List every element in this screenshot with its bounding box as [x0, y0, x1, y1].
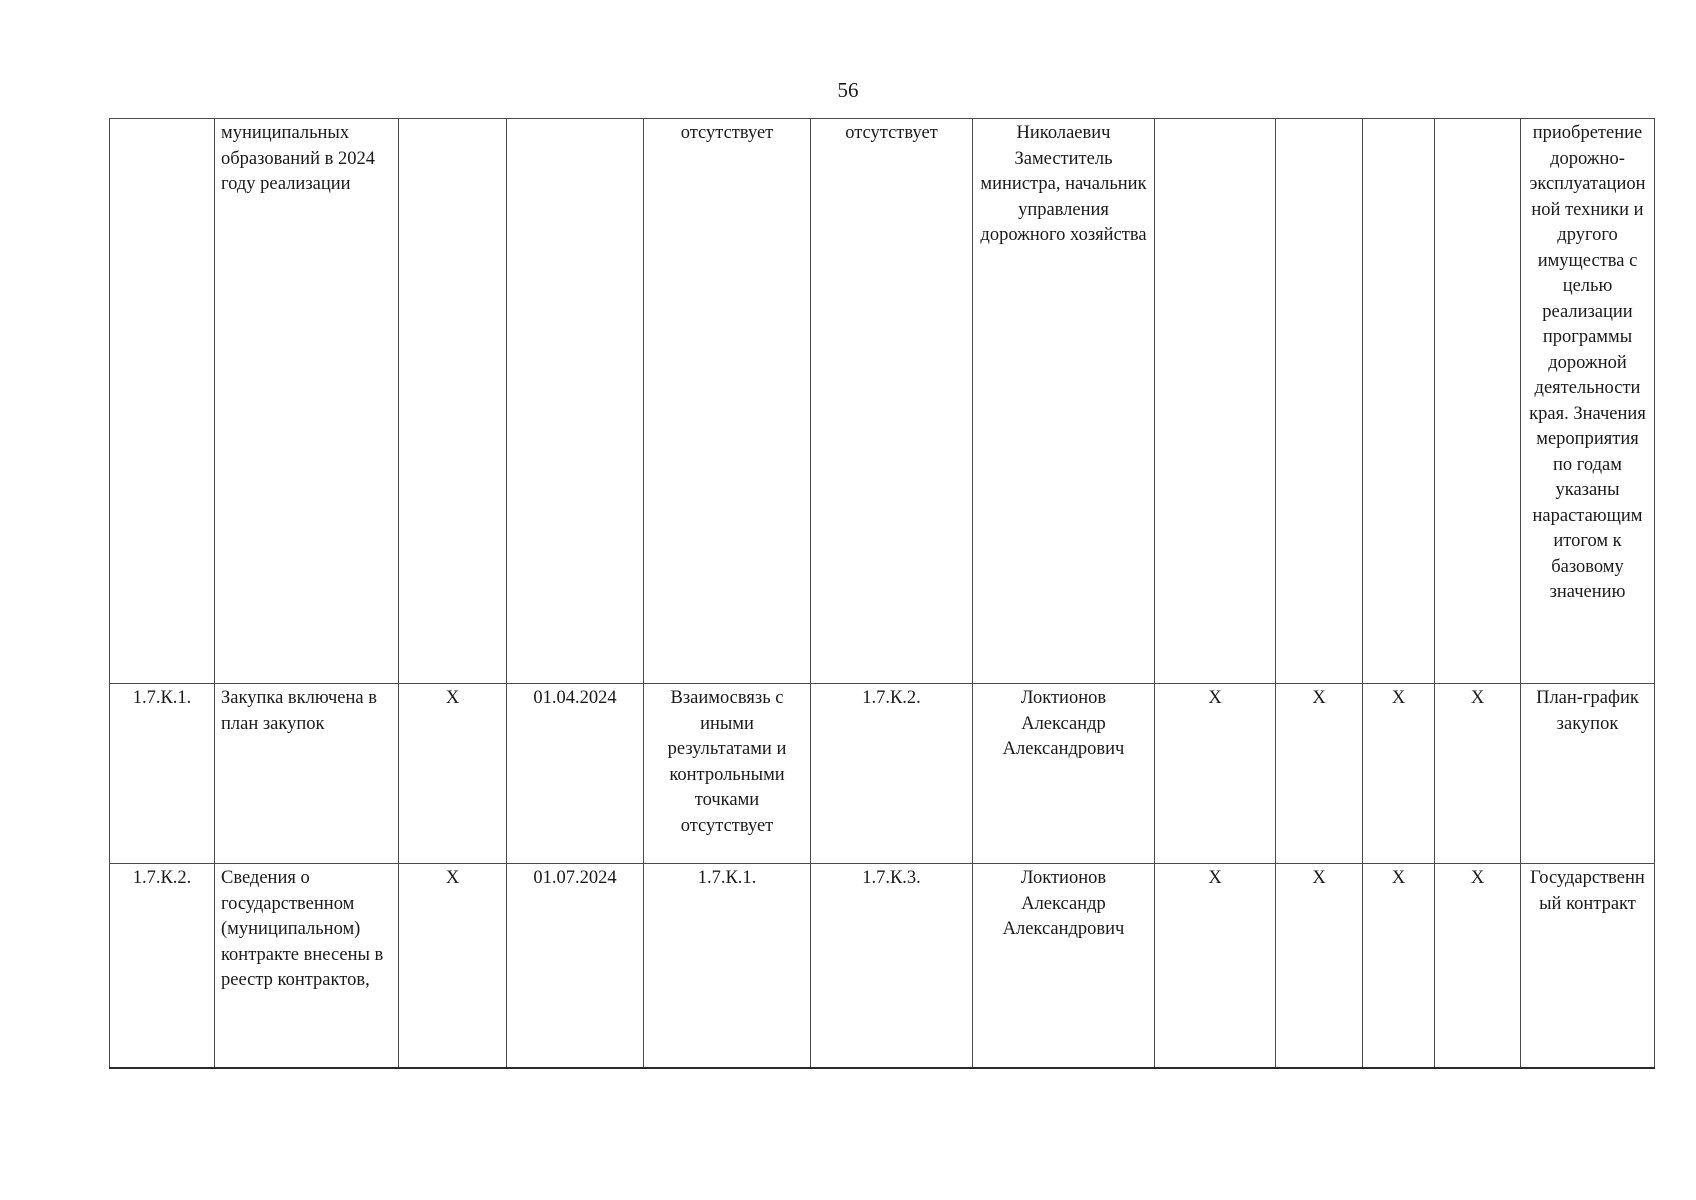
cell-mark-1: Х — [1155, 684, 1276, 864]
cell-successor: отсутствует — [811, 119, 973, 684]
cell-successor: 1.7.К.3. — [811, 864, 973, 1069]
cell-number: 1.7.К.2. — [110, 864, 215, 1069]
cell-date — [507, 119, 644, 684]
cell-document: приобретение дорожно-эксплуатационной техники и другого имущества с целью реализации программы дорожной деятельности края. Значения мероприятия по годам указаны нарастающим итогом к базовому значению — [1521, 119, 1655, 684]
cell-mark-3: Х — [1363, 864, 1435, 1069]
table-row — [110, 864, 1655, 1069]
cell-predecessor: 1.7.К.1. — [644, 864, 811, 1069]
cell-mark-4 — [1435, 119, 1521, 684]
table-row — [110, 684, 1655, 864]
cell-responsible: Локтионов Александр Александрович — [973, 864, 1155, 1069]
cell-base-value: Х — [399, 684, 507, 864]
cell-mark-1 — [1155, 119, 1276, 684]
cell-mark-3: Х — [1363, 684, 1435, 864]
cell-number — [110, 119, 215, 684]
cell-responsible: Николаевич Заместитель министра, начальник управления дорожного хозяйства — [973, 119, 1155, 684]
cell-mark-4: Х — [1435, 864, 1521, 1069]
cell-successor: 1.7.К.2. — [811, 684, 973, 864]
cell-mark-4: Х — [1435, 684, 1521, 864]
cell-base-value: Х — [399, 864, 507, 1069]
cell-date: 01.07.2024 — [507, 864, 644, 1069]
cell-document: Государственный контракт — [1521, 864, 1655, 1069]
cell-mark-2: Х — [1276, 864, 1363, 1069]
cell-mark-2 — [1276, 119, 1363, 684]
control-points-table — [109, 118, 1655, 1069]
page-number: 56 — [837, 78, 859, 102]
cell-name: муниципальных образований в 2024 году реализации — [215, 119, 399, 684]
cell-predecessor: Взаимосвязь с иными результатами и контрольными точками отсутствует — [644, 684, 811, 864]
cell-predecessor: отсутствует — [644, 119, 811, 684]
cell-base-value — [399, 119, 507, 684]
cell-date: 01.04.2024 — [507, 684, 644, 864]
cell-mark-1: Х — [1155, 864, 1276, 1069]
cell-number: 1.7.К.1. — [110, 684, 215, 864]
cell-document: План-график закупок — [1521, 684, 1655, 864]
cell-mark-2: Х — [1276, 684, 1363, 864]
table-row — [110, 119, 1655, 684]
cell-name: Сведения о государственном (муниципальном) контракте внесены в реестр контрактов, — [215, 864, 399, 1069]
cell-responsible: Локтионов Александр Александрович — [973, 684, 1155, 864]
cell-name: Закупка включена в план закупок — [215, 684, 399, 864]
cell-mark-3 — [1363, 119, 1435, 684]
